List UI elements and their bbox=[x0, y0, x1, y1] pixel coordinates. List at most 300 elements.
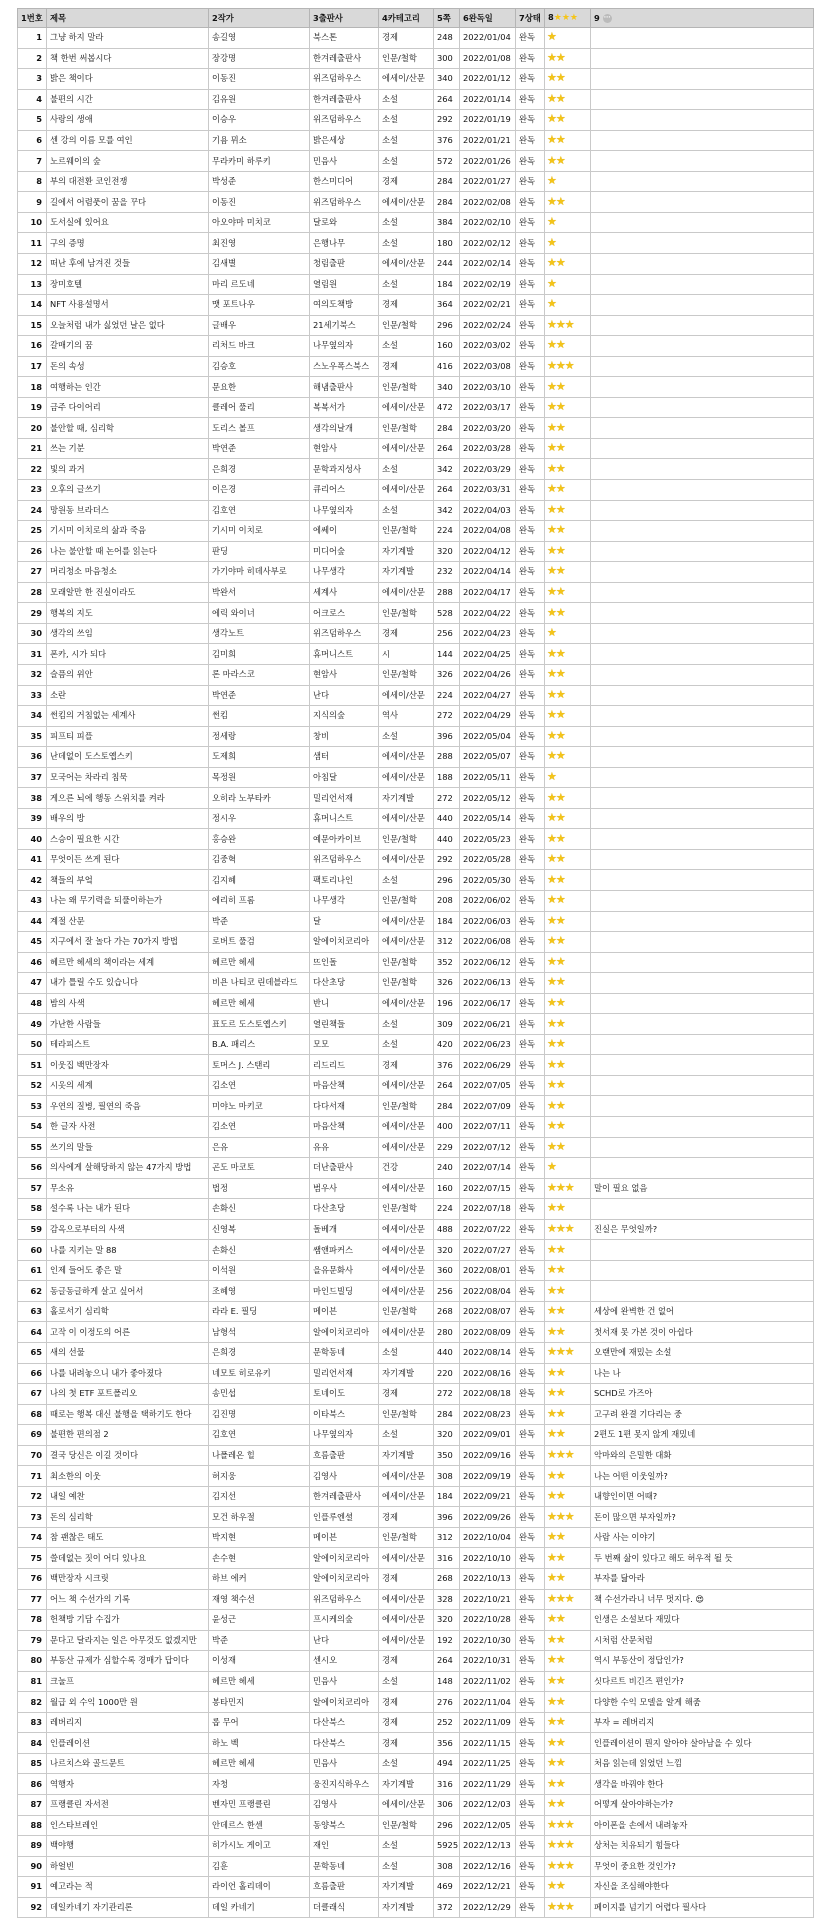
publisher-cell[interactable]: 나무생각 bbox=[310, 562, 379, 583]
pages-cell[interactable]: 340 bbox=[434, 377, 460, 398]
row-number[interactable]: 87 bbox=[18, 1795, 47, 1816]
row-number[interactable]: 56 bbox=[18, 1158, 47, 1179]
publisher-cell[interactable]: 위즈덤하우스 bbox=[310, 623, 379, 644]
category-cell[interactable]: 에세이/산문 bbox=[379, 1610, 434, 1631]
date-cell[interactable]: 2022/02/21 bbox=[460, 295, 516, 316]
category-cell[interactable]: 인문/철학 bbox=[379, 1199, 434, 1220]
row-number[interactable]: 27 bbox=[18, 562, 47, 583]
date-cell[interactable]: 2022/02/19 bbox=[460, 274, 516, 295]
category-cell[interactable]: 인문/철학 bbox=[379, 952, 434, 973]
date-cell[interactable]: 2022/11/15 bbox=[460, 1733, 516, 1754]
row-number[interactable]: 77 bbox=[18, 1589, 47, 1610]
author-cell[interactable]: 은유 bbox=[209, 1137, 310, 1158]
publisher-cell[interactable]: 민음사 bbox=[310, 1753, 379, 1774]
category-cell[interactable]: 인문/철학 bbox=[379, 1404, 434, 1425]
rating-cell[interactable] bbox=[545, 1712, 591, 1733]
rating-cell[interactable] bbox=[545, 89, 591, 110]
pages-cell[interactable]: 220 bbox=[434, 1363, 460, 1384]
author-cell[interactable]: 이석원 bbox=[209, 1260, 310, 1281]
date-cell[interactable]: 2022/04/14 bbox=[460, 562, 516, 583]
pages-cell[interactable]: 272 bbox=[434, 788, 460, 809]
rating-cell[interactable] bbox=[545, 582, 591, 603]
title-cell[interactable]: 이웃집 백만장자 bbox=[47, 1055, 209, 1076]
rating-cell[interactable] bbox=[545, 438, 591, 459]
date-cell[interactable]: 2022/10/13 bbox=[460, 1569, 516, 1590]
publisher-cell[interactable]: 팩토리나인 bbox=[310, 870, 379, 891]
publisher-cell[interactable]: 북스톤 bbox=[310, 28, 379, 49]
author-cell[interactable]: 자청 bbox=[209, 1774, 310, 1795]
note-cell[interactable] bbox=[591, 459, 814, 480]
category-cell[interactable]: 역사 bbox=[379, 706, 434, 727]
title-cell[interactable]: 역행자 bbox=[47, 1774, 209, 1795]
title-cell[interactable]: 불편의 시간 bbox=[47, 89, 209, 110]
rating-cell[interactable] bbox=[545, 1589, 591, 1610]
status-cell[interactable]: 완독 bbox=[516, 130, 545, 151]
row-number[interactable]: 90 bbox=[18, 1856, 47, 1877]
date-cell[interactable]: 2022/12/16 bbox=[460, 1856, 516, 1877]
status-cell[interactable]: 완독 bbox=[516, 418, 545, 439]
date-cell[interactable]: 2022/10/21 bbox=[460, 1589, 516, 1610]
rating-cell[interactable] bbox=[545, 1055, 591, 1076]
row-number[interactable]: 29 bbox=[18, 603, 47, 624]
title-cell[interactable]: 무엇이든 쓰게 된다 bbox=[47, 849, 209, 870]
author-cell[interactable]: 문요한 bbox=[209, 377, 310, 398]
rating-cell[interactable] bbox=[545, 1753, 591, 1774]
pages-cell[interactable]: 292 bbox=[434, 110, 460, 131]
row-number[interactable]: 45 bbox=[18, 932, 47, 953]
row-number[interactable]: 10 bbox=[18, 212, 47, 233]
rating-cell[interactable] bbox=[545, 1034, 591, 1055]
category-cell[interactable]: 소설 bbox=[379, 89, 434, 110]
note-cell[interactable]: 악마와의 은밀한 대화 bbox=[591, 1445, 814, 1466]
publisher-cell[interactable]: 위즈덤하우스 bbox=[310, 849, 379, 870]
date-cell[interactable]: 2022/08/09 bbox=[460, 1322, 516, 1343]
status-cell[interactable]: 완독 bbox=[516, 623, 545, 644]
note-cell[interactable] bbox=[591, 767, 814, 788]
status-cell[interactable]: 완독 bbox=[516, 377, 545, 398]
row-number[interactable]: 69 bbox=[18, 1425, 47, 1446]
rating-cell[interactable] bbox=[545, 1158, 591, 1179]
date-cell[interactable]: 2022/02/08 bbox=[460, 192, 516, 213]
date-cell[interactable]: 2022/01/27 bbox=[460, 171, 516, 192]
note-cell[interactable] bbox=[591, 192, 814, 213]
title-cell[interactable]: 생각의 쓰임 bbox=[47, 623, 209, 644]
row-number[interactable]: 35 bbox=[18, 726, 47, 747]
category-cell[interactable]: 에세이/산문 bbox=[379, 254, 434, 275]
title-cell[interactable]: 때로는 행복 대신 불행을 택하기도 한다 bbox=[47, 1404, 209, 1425]
publisher-cell[interactable]: 다산초당 bbox=[310, 1199, 379, 1220]
row-number[interactable]: 20 bbox=[18, 418, 47, 439]
pages-cell[interactable]: 309 bbox=[434, 1014, 460, 1035]
title-cell[interactable]: 헤르만 헤세의 책이라는 세계 bbox=[47, 952, 209, 973]
pages-cell[interactable]: 296 bbox=[434, 870, 460, 891]
rating-cell[interactable] bbox=[545, 480, 591, 501]
note-cell[interactable] bbox=[591, 870, 814, 891]
note-cell[interactable] bbox=[591, 623, 814, 644]
category-cell[interactable]: 에세이/산문 bbox=[379, 747, 434, 768]
date-cell[interactable]: 2022/08/18 bbox=[460, 1384, 516, 1405]
date-cell[interactable]: 2022/03/02 bbox=[460, 336, 516, 357]
author-cell[interactable]: 윤성근 bbox=[209, 1610, 310, 1631]
note-cell[interactable]: 시처럼 산문처럼 bbox=[591, 1630, 814, 1651]
date-cell[interactable]: 2022/10/30 bbox=[460, 1630, 516, 1651]
note-cell[interactable] bbox=[591, 418, 814, 439]
author-cell[interactable]: 헤르만 헤세 bbox=[209, 1753, 310, 1774]
status-cell[interactable]: 완독 bbox=[516, 1014, 545, 1035]
status-cell[interactable]: 완독 bbox=[516, 480, 545, 501]
title-cell[interactable]: 떠난 후에 남겨진 것들 bbox=[47, 254, 209, 275]
category-cell[interactable]: 에세이/산문 bbox=[379, 767, 434, 788]
category-cell[interactable]: 인문/철학 bbox=[379, 418, 434, 439]
status-cell[interactable]: 완독 bbox=[516, 1836, 545, 1857]
pages-cell[interactable]: 528 bbox=[434, 603, 460, 624]
pages-cell[interactable]: 356 bbox=[434, 1733, 460, 1754]
date-cell[interactable]: 2022/08/14 bbox=[460, 1343, 516, 1364]
category-cell[interactable]: 자기계발 bbox=[379, 1445, 434, 1466]
title-cell[interactable]: 배우의 방 bbox=[47, 808, 209, 829]
publisher-cell[interactable]: 나무옆의자 bbox=[310, 336, 379, 357]
status-cell[interactable]: 완독 bbox=[516, 829, 545, 850]
rating-cell[interactable] bbox=[545, 295, 591, 316]
publisher-cell[interactable]: 민음사 bbox=[310, 151, 379, 172]
title-cell[interactable]: 불안할 때, 심리학 bbox=[47, 418, 209, 439]
category-cell[interactable]: 자기계발 bbox=[379, 1363, 434, 1384]
title-cell[interactable]: 도서실에 있어요 bbox=[47, 212, 209, 233]
author-cell[interactable]: 신영복 bbox=[209, 1219, 310, 1240]
title-cell[interactable]: 백만장자 시크릿 bbox=[47, 1569, 209, 1590]
rating-cell[interactable] bbox=[545, 1651, 591, 1672]
row-number[interactable]: 54 bbox=[18, 1116, 47, 1137]
note-cell[interactable]: 오랜만에 재밌는 소설 bbox=[591, 1343, 814, 1364]
rating-cell[interactable] bbox=[545, 1856, 591, 1877]
title-cell[interactable]: 구의 증명 bbox=[47, 233, 209, 254]
rating-cell[interactable] bbox=[545, 192, 591, 213]
rating-cell[interactable] bbox=[545, 315, 591, 336]
title-cell[interactable]: 헌책방 기담 수집가 bbox=[47, 1610, 209, 1631]
status-cell[interactable]: 완독 bbox=[516, 151, 545, 172]
publisher-cell[interactable]: 프시케의숲 bbox=[310, 1610, 379, 1631]
author-cell[interactable]: 벤자민 프랭클린 bbox=[209, 1795, 310, 1816]
pages-cell[interactable]: 184 bbox=[434, 274, 460, 295]
category-cell[interactable]: 에세이/산문 bbox=[379, 1466, 434, 1487]
status-cell[interactable]: 완독 bbox=[516, 1733, 545, 1754]
rating-cell[interactable] bbox=[545, 706, 591, 727]
author-cell[interactable]: 허지웅 bbox=[209, 1466, 310, 1487]
rating-cell[interactable] bbox=[545, 726, 591, 747]
author-cell[interactable]: 하브 에커 bbox=[209, 1569, 310, 1590]
header-publisher[interactable]: 3출판사 bbox=[310, 9, 379, 28]
title-cell[interactable]: 참 괜찮은 태도 bbox=[47, 1527, 209, 1548]
note-cell[interactable] bbox=[591, 1158, 814, 1179]
note-cell[interactable] bbox=[591, 747, 814, 768]
category-cell[interactable]: 인문/철학 bbox=[379, 315, 434, 336]
rating-cell[interactable] bbox=[545, 254, 591, 275]
title-cell[interactable]: 프랭클린 자서전 bbox=[47, 1795, 209, 1816]
note-cell[interactable]: 2편도 1편 못지 않게 재밌네 bbox=[591, 1425, 814, 1446]
author-cell[interactable]: 썬킴 bbox=[209, 706, 310, 727]
row-number[interactable]: 38 bbox=[18, 788, 47, 809]
note-cell[interactable] bbox=[591, 1055, 814, 1076]
row-number[interactable]: 58 bbox=[18, 1199, 47, 1220]
publisher-cell[interactable]: 알에이치코리아 bbox=[310, 1322, 379, 1343]
pages-cell[interactable]: 224 bbox=[434, 521, 460, 542]
category-cell[interactable]: 자기계발 bbox=[379, 1897, 434, 1918]
category-cell[interactable]: 에세이/산문 bbox=[379, 1486, 434, 1507]
row-number[interactable]: 60 bbox=[18, 1240, 47, 1261]
date-cell[interactable]: 2022/03/28 bbox=[460, 438, 516, 459]
note-cell[interactable] bbox=[591, 562, 814, 583]
publisher-cell[interactable]: 메이븐 bbox=[310, 1301, 379, 1322]
pages-cell[interactable]: 312 bbox=[434, 932, 460, 953]
note-cell[interactable] bbox=[591, 151, 814, 172]
pages-cell[interactable]: 264 bbox=[434, 438, 460, 459]
category-cell[interactable]: 소설 bbox=[379, 274, 434, 295]
date-cell[interactable]: 2022/01/14 bbox=[460, 89, 516, 110]
author-cell[interactable]: 오히라 노부타카 bbox=[209, 788, 310, 809]
publisher-cell[interactable]: 위즈덤하우스 bbox=[310, 1589, 379, 1610]
author-cell[interactable]: 김소연 bbox=[209, 1116, 310, 1137]
author-cell[interactable]: 토머스 J. 스탠리 bbox=[209, 1055, 310, 1076]
publisher-cell[interactable]: 다다서재 bbox=[310, 1096, 379, 1117]
category-cell[interactable]: 소설 bbox=[379, 130, 434, 151]
date-cell[interactable]: 2022/12/21 bbox=[460, 1877, 516, 1898]
category-cell[interactable]: 경제 bbox=[379, 1712, 434, 1733]
author-cell[interactable]: 이은경 bbox=[209, 480, 310, 501]
date-cell[interactable]: 2022/07/05 bbox=[460, 1075, 516, 1096]
note-cell[interactable] bbox=[591, 1199, 814, 1220]
title-cell[interactable]: 기시미 이치로의 삶과 죽음 bbox=[47, 521, 209, 542]
category-cell[interactable]: 소설 bbox=[379, 1034, 434, 1055]
author-cell[interactable]: 히가시노 게이고 bbox=[209, 1836, 310, 1857]
row-number[interactable]: 9 bbox=[18, 192, 47, 213]
note-cell[interactable]: 부자를 닮아라 bbox=[591, 1569, 814, 1590]
note-cell[interactable] bbox=[591, 1260, 814, 1281]
row-number[interactable]: 31 bbox=[18, 644, 47, 665]
row-number[interactable]: 7 bbox=[18, 151, 47, 172]
rating-cell[interactable] bbox=[545, 1178, 591, 1199]
status-cell[interactable]: 완독 bbox=[516, 1219, 545, 1240]
status-cell[interactable]: 완독 bbox=[516, 1363, 545, 1384]
row-number[interactable]: 78 bbox=[18, 1610, 47, 1631]
row-number[interactable]: 88 bbox=[18, 1815, 47, 1836]
rating-cell[interactable] bbox=[545, 747, 591, 768]
note-cell[interactable]: 생각을 바꿔야 한다 bbox=[591, 1774, 814, 1795]
category-cell[interactable]: 에세이/산문 bbox=[379, 993, 434, 1014]
publisher-cell[interactable]: 리드리드 bbox=[310, 1055, 379, 1076]
note-cell[interactable]: 싯다르트 비긴즈 편인가? bbox=[591, 1671, 814, 1692]
rating-cell[interactable] bbox=[545, 500, 591, 521]
rating-cell[interactable] bbox=[545, 1733, 591, 1754]
category-cell[interactable]: 소설 bbox=[379, 212, 434, 233]
category-cell[interactable]: 에세이/산문 bbox=[379, 1137, 434, 1158]
pages-cell[interactable]: 229 bbox=[434, 1137, 460, 1158]
category-cell[interactable]: 에세이/산문 bbox=[379, 69, 434, 90]
publisher-cell[interactable]: 김영사 bbox=[310, 1466, 379, 1487]
row-number[interactable]: 46 bbox=[18, 952, 47, 973]
rating-cell[interactable] bbox=[545, 48, 591, 69]
pages-cell[interactable]: 494 bbox=[434, 1753, 460, 1774]
date-cell[interactable]: 2022/06/29 bbox=[460, 1055, 516, 1076]
publisher-cell[interactable]: 뜨인돌 bbox=[310, 952, 379, 973]
title-cell[interactable]: 인플레이션 bbox=[47, 1733, 209, 1754]
note-cell[interactable] bbox=[591, 1014, 814, 1035]
rating-cell[interactable] bbox=[545, 1343, 591, 1364]
row-number[interactable]: 74 bbox=[18, 1527, 47, 1548]
author-cell[interactable]: 로버트 풀검 bbox=[209, 932, 310, 953]
rating-cell[interactable] bbox=[545, 1466, 591, 1487]
category-cell[interactable]: 에세이/산문 bbox=[379, 1630, 434, 1651]
status-cell[interactable]: 완독 bbox=[516, 685, 545, 706]
rating-cell[interactable] bbox=[545, 1199, 591, 1220]
publisher-cell[interactable]: 아침달 bbox=[310, 767, 379, 788]
publisher-cell[interactable]: 열림원 bbox=[310, 274, 379, 295]
pages-cell[interactable]: 384 bbox=[434, 212, 460, 233]
rating-cell[interactable] bbox=[545, 993, 591, 1014]
category-cell[interactable]: 인문/철학 bbox=[379, 1096, 434, 1117]
date-cell[interactable]: 2022/03/29 bbox=[460, 459, 516, 480]
row-number[interactable]: 17 bbox=[18, 356, 47, 377]
row-number[interactable]: 1 bbox=[18, 28, 47, 49]
author-cell[interactable]: 김승호 bbox=[209, 356, 310, 377]
row-number[interactable]: 82 bbox=[18, 1692, 47, 1713]
status-cell[interactable]: 완독 bbox=[516, 1137, 545, 1158]
category-cell[interactable]: 에세이/산문 bbox=[379, 1240, 434, 1261]
publisher-cell[interactable]: 지식의숲 bbox=[310, 706, 379, 727]
author-cell[interactable]: 김중혁 bbox=[209, 849, 310, 870]
status-cell[interactable]: 완독 bbox=[516, 1404, 545, 1425]
category-cell[interactable]: 소설 bbox=[379, 1343, 434, 1364]
rating-cell[interactable] bbox=[545, 110, 591, 131]
author-cell[interactable]: 이동진 bbox=[209, 69, 310, 90]
date-cell[interactable]: 2022/01/12 bbox=[460, 69, 516, 90]
status-cell[interactable]: 완독 bbox=[516, 808, 545, 829]
status-cell[interactable]: 완독 bbox=[516, 192, 545, 213]
row-number[interactable]: 19 bbox=[18, 397, 47, 418]
rating-cell[interactable] bbox=[545, 1548, 591, 1569]
row-number[interactable]: 28 bbox=[18, 582, 47, 603]
category-cell[interactable]: 소설 bbox=[379, 110, 434, 131]
author-cell[interactable]: 송민섭 bbox=[209, 1384, 310, 1405]
category-cell[interactable]: 소설 bbox=[379, 1671, 434, 1692]
note-cell[interactable] bbox=[591, 500, 814, 521]
author-cell[interactable]: 아오야마 미치코 bbox=[209, 212, 310, 233]
publisher-cell[interactable]: 문학과지성사 bbox=[310, 459, 379, 480]
title-cell[interactable]: 소란 bbox=[47, 685, 209, 706]
note-cell[interactable] bbox=[591, 233, 814, 254]
header-no[interactable]: 1번호 bbox=[18, 9, 47, 28]
note-cell[interactable] bbox=[591, 849, 814, 870]
note-cell[interactable]: 돈이 많으면 부자일까? bbox=[591, 1507, 814, 1528]
note-cell[interactable] bbox=[591, 438, 814, 459]
pages-cell[interactable]: 268 bbox=[434, 1301, 460, 1322]
publisher-cell[interactable]: 한스미디어 bbox=[310, 171, 379, 192]
rating-cell[interactable] bbox=[545, 829, 591, 850]
date-cell[interactable]: 2022/05/07 bbox=[460, 747, 516, 768]
date-cell[interactable]: 2022/07/11 bbox=[460, 1116, 516, 1137]
rating-cell[interactable] bbox=[545, 1425, 591, 1446]
row-number[interactable]: 11 bbox=[18, 233, 47, 254]
row-number[interactable]: 57 bbox=[18, 1178, 47, 1199]
date-cell[interactable]: 2022/09/01 bbox=[460, 1425, 516, 1446]
title-cell[interactable]: NFT 사용설명서 bbox=[47, 295, 209, 316]
note-cell[interactable]: 어떻게 살아야하는가? bbox=[591, 1795, 814, 1816]
title-cell[interactable]: 인제 들어도 좋은 말 bbox=[47, 1260, 209, 1281]
rating-cell[interactable] bbox=[545, 1897, 591, 1918]
date-cell[interactable]: 2022/03/10 bbox=[460, 377, 516, 398]
row-number[interactable]: 61 bbox=[18, 1260, 47, 1281]
pages-cell[interactable]: 306 bbox=[434, 1795, 460, 1816]
row-number[interactable]: 68 bbox=[18, 1404, 47, 1425]
status-cell[interactable]: 완독 bbox=[516, 459, 545, 480]
row-number[interactable]: 72 bbox=[18, 1486, 47, 1507]
row-number[interactable]: 14 bbox=[18, 295, 47, 316]
status-cell[interactable]: 완독 bbox=[516, 212, 545, 233]
title-cell[interactable]: 게으른 뇌에 행동 스위치를 켜라 bbox=[47, 788, 209, 809]
publisher-cell[interactable]: 달로와 bbox=[310, 212, 379, 233]
pages-cell[interactable]: 272 bbox=[434, 706, 460, 727]
title-cell[interactable]: 지구에서 잘 놀다 가는 70가지 방법 bbox=[47, 932, 209, 953]
publisher-cell[interactable]: 난다 bbox=[310, 1630, 379, 1651]
publisher-cell[interactable]: 반니 bbox=[310, 993, 379, 1014]
title-cell[interactable]: 새의 선물 bbox=[47, 1343, 209, 1364]
date-cell[interactable]: 2022/08/04 bbox=[460, 1281, 516, 1302]
pages-cell[interactable]: 160 bbox=[434, 336, 460, 357]
author-cell[interactable]: 송길영 bbox=[209, 28, 310, 49]
author-cell[interactable]: 기욤 뮈소 bbox=[209, 130, 310, 151]
date-cell[interactable]: 2022/04/22 bbox=[460, 603, 516, 624]
pages-cell[interactable]: 326 bbox=[434, 664, 460, 685]
publisher-cell[interactable]: 생각의날개 bbox=[310, 418, 379, 439]
pages-cell[interactable]: 340 bbox=[434, 69, 460, 90]
note-cell[interactable] bbox=[591, 254, 814, 275]
pages-cell[interactable]: 440 bbox=[434, 1343, 460, 1364]
pages-cell[interactable]: 316 bbox=[434, 1548, 460, 1569]
publisher-cell[interactable]: 범우사 bbox=[310, 1178, 379, 1199]
title-cell[interactable]: 돈의 심리학 bbox=[47, 1507, 209, 1528]
note-cell[interactable] bbox=[591, 706, 814, 727]
publisher-cell[interactable]: 문학동네 bbox=[310, 1856, 379, 1877]
row-number[interactable]: 26 bbox=[18, 541, 47, 562]
author-cell[interactable]: 헤르만 헤세 bbox=[209, 993, 310, 1014]
header-date[interactable]: 6완독일 bbox=[460, 9, 516, 28]
status-cell[interactable]: 완독 bbox=[516, 849, 545, 870]
note-cell[interactable]: 인플레이션이 뭔지 알아야 살아남을 수 있다 bbox=[591, 1733, 814, 1754]
pages-cell[interactable]: 284 bbox=[434, 192, 460, 213]
status-cell[interactable]: 완독 bbox=[516, 315, 545, 336]
publisher-cell[interactable]: 나무옆의자 bbox=[310, 500, 379, 521]
category-cell[interactable]: 인문/철학 bbox=[379, 1815, 434, 1836]
publisher-cell[interactable]: 마인드빌딩 bbox=[310, 1281, 379, 1302]
title-cell[interactable]: 레버리지 bbox=[47, 1712, 209, 1733]
date-cell[interactable]: 2022/04/08 bbox=[460, 521, 516, 542]
rating-cell[interactable] bbox=[545, 952, 591, 973]
category-cell[interactable]: 에세이/산문 bbox=[379, 582, 434, 603]
author-cell[interactable]: 미야노 마키코 bbox=[209, 1096, 310, 1117]
date-cell[interactable]: 2022/03/08 bbox=[460, 356, 516, 377]
rating-cell[interactable] bbox=[545, 1877, 591, 1898]
row-number[interactable]: 55 bbox=[18, 1137, 47, 1158]
row-number[interactable]: 36 bbox=[18, 747, 47, 768]
date-cell[interactable]: 2022/11/02 bbox=[460, 1671, 516, 1692]
category-cell[interactable]: 에세이/산문 bbox=[379, 685, 434, 706]
category-cell[interactable]: 소설 bbox=[379, 459, 434, 480]
rating-cell[interactable] bbox=[545, 1404, 591, 1425]
pages-cell[interactable]: 5925 bbox=[434, 1836, 460, 1857]
status-cell[interactable]: 완독 bbox=[516, 1548, 545, 1569]
rating-cell[interactable] bbox=[545, 1075, 591, 1096]
author-cell[interactable]: 이동진 bbox=[209, 192, 310, 213]
status-cell[interactable]: 완독 bbox=[516, 1589, 545, 1610]
